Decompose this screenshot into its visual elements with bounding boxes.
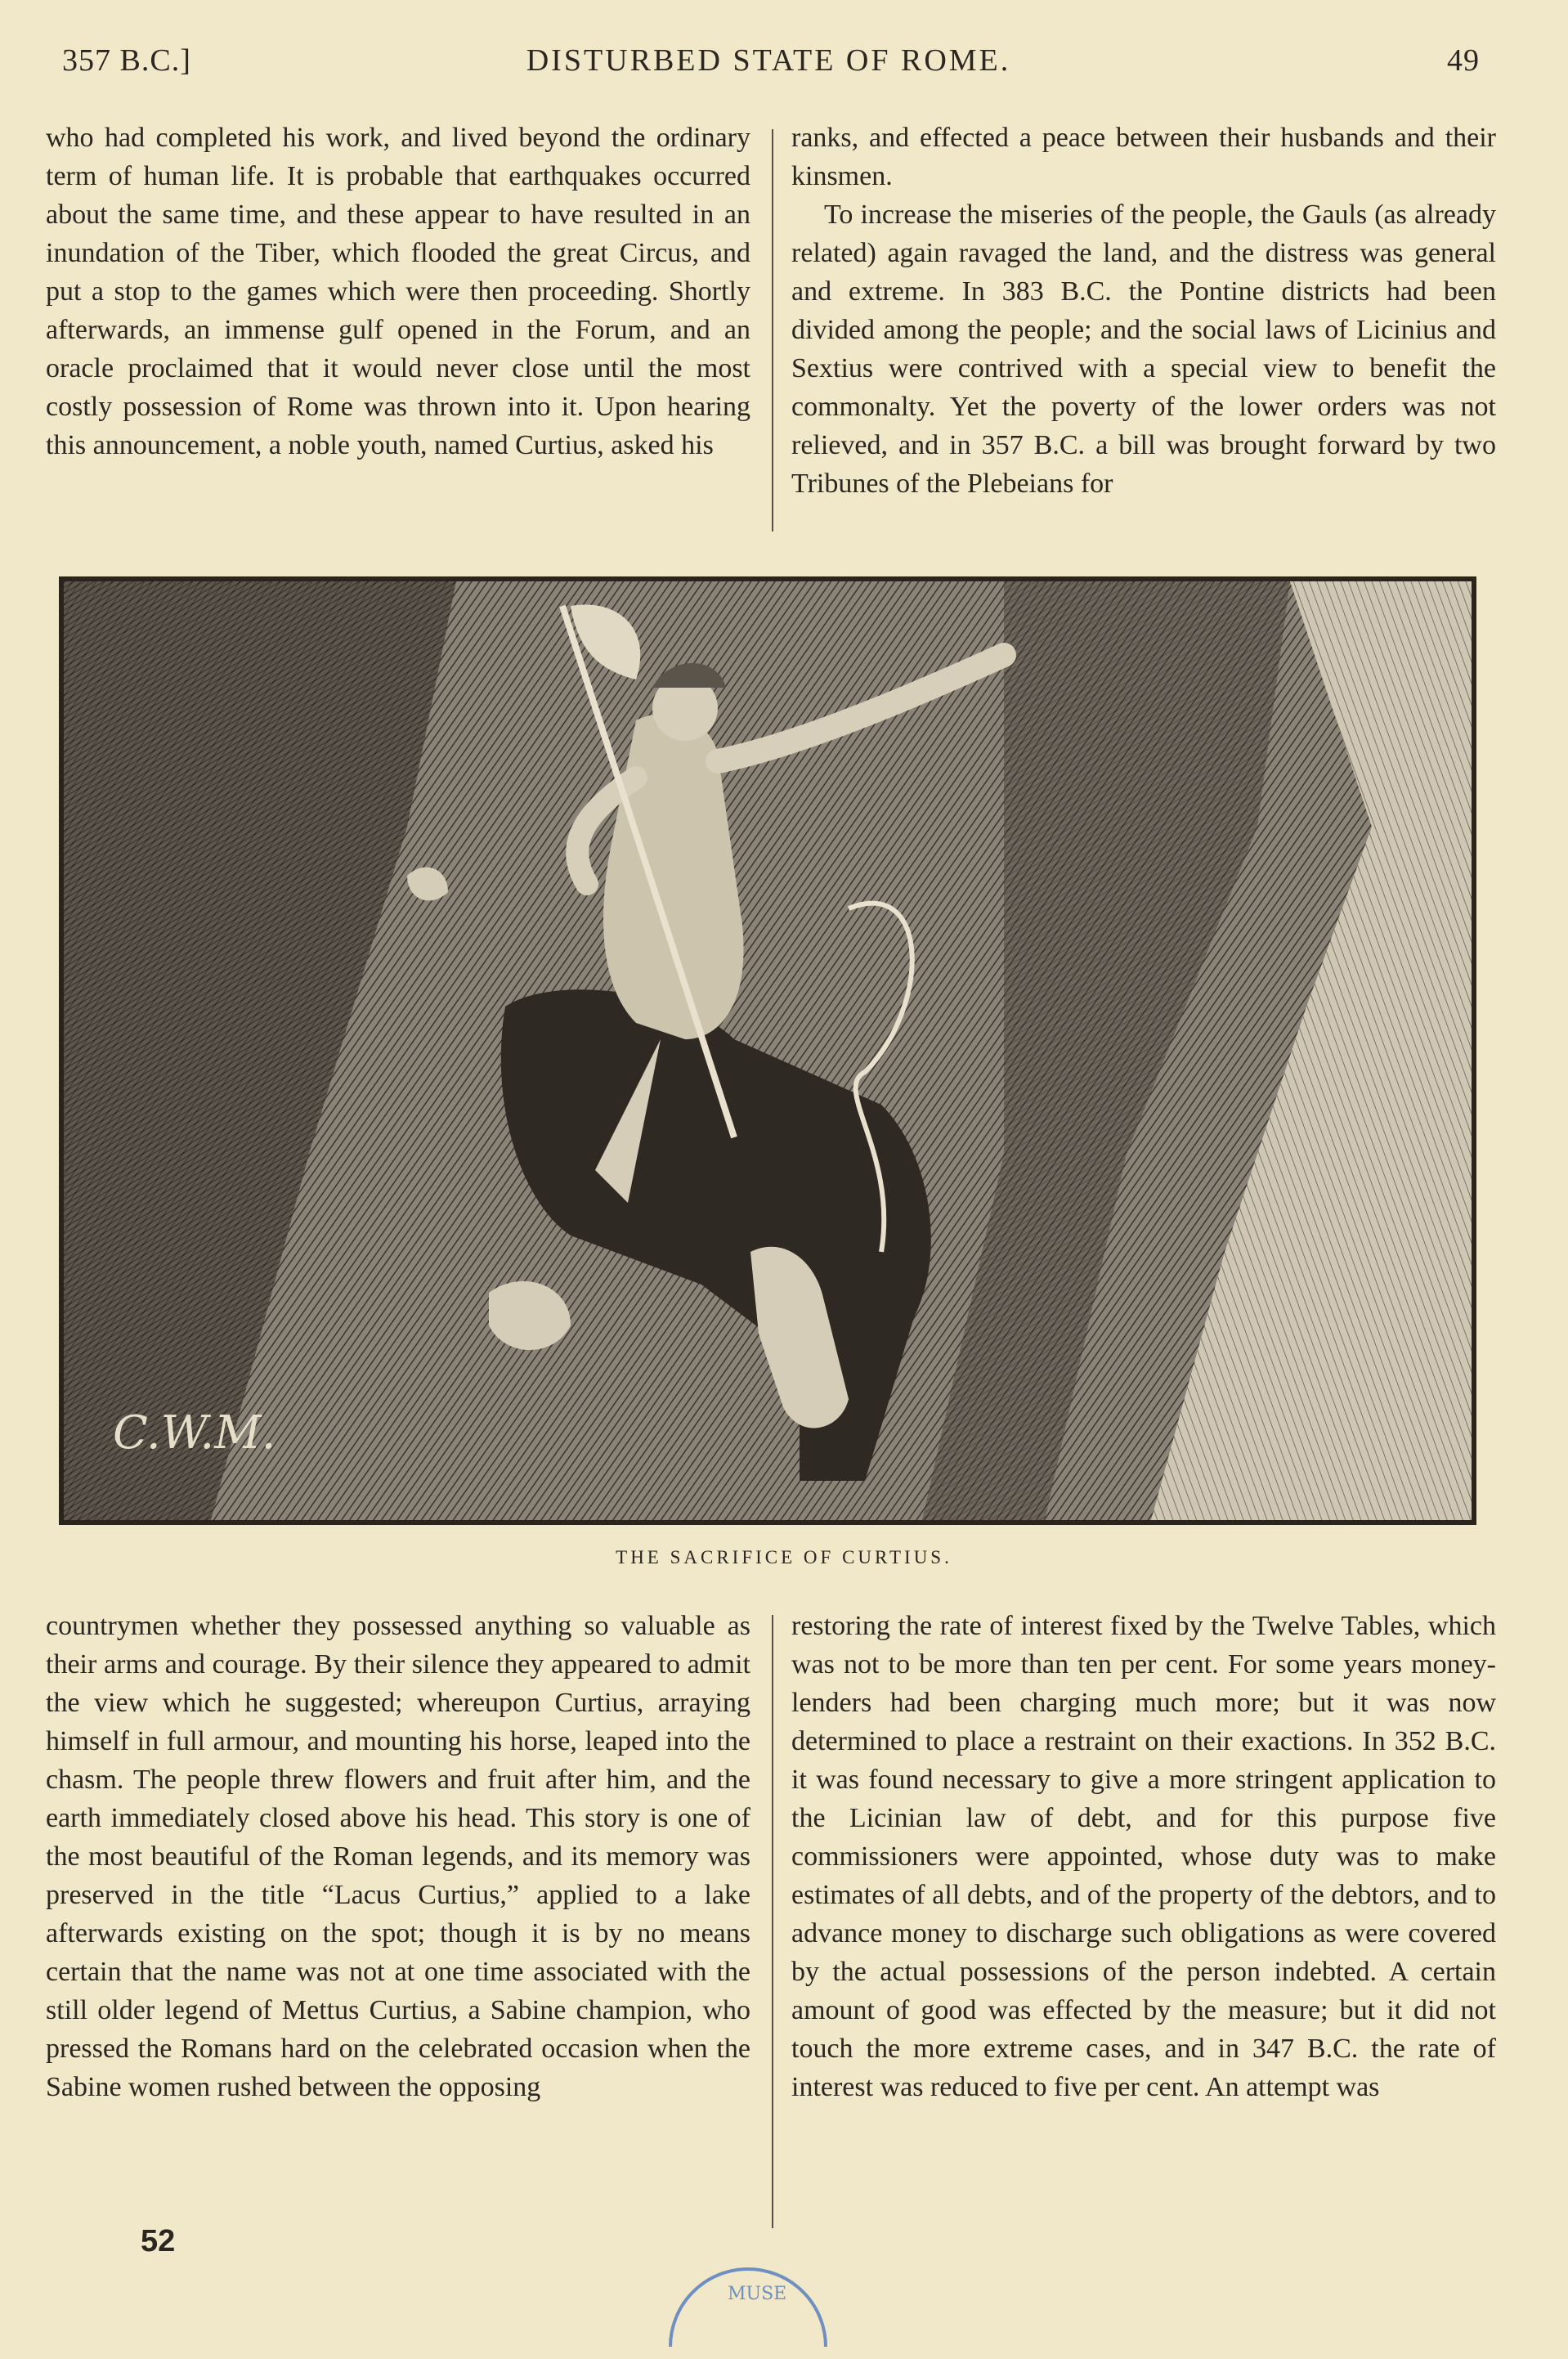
column-divider [772, 1615, 773, 2228]
stamp-text: MUSE [728, 2284, 787, 2304]
engraving-artwork [64, 581, 1472, 1520]
library-stamp-icon [662, 2265, 834, 2355]
paragraph: To increase the miseries of the people, the Gauls (as already related) again ravaged the land, and the distress was general and extreme. In 383 B.C. the Pontine districts had been divided among the people; and the social laws of Licinius and Sextius were contrived with a special view to benefit the commonalty. Yet the poverty of the lower orders was not relieved, and in 357 B.C. a bill was brought forward by two Tribunes of the Plebeians for [791, 200, 1496, 499]
bottom-right-column [791, 1607, 1496, 2106]
running-header [57, 43, 1480, 92]
bottom-left-column [46, 1607, 750, 2106]
page-number: 49 [1447, 43, 1480, 78]
column-divider [772, 129, 773, 531]
illustration-caption: THE SACRIFICE OF CURTIUS. [616, 1547, 952, 1567]
library-stamp [662, 2265, 834, 2355]
paragraph: ranks, and effected a peace between their husbands and their kinsmen. [791, 123, 1496, 191]
paragraph: countrymen whether they possessed anything so valuable as their arms and courage. By their silence they appeared to admit the view which he suggested; whereupon Curtius, arraying himself in full armour, and mounting his horse, leaped into the chasm. The people threw flowers and fruit after him, and the earth immediately closed above his head. This story is one of the most beautiful of the Roman legends, and its memory was preserved in the title “Lacus Curtius,” applied to a lake afterwards existing on the spot; though it is by no means certain that the name was not at one time associated with the still older legend of Mettus Curtius, a Sabine champion, who pressed the Romans hard on the celebrated occasion when the Sabine women rushed between the opposing [46, 1611, 750, 2102]
top-left-column [46, 119, 750, 464]
page-title: DISTURBED STATE OF ROME. [526, 43, 1011, 78]
paragraph: who had completed his work, and lived beyond the ordinary term of human life. It is probable that earthquakes occurred about the same time, and these appear to have resulted in an inundation of the Tiber, which flooded the great Circus, and put a stop to the games which were then proceeding. Shortly afterwards, an immense gulf opened in the Forum, and an oracle proclaimed that it would never close until the most costly possession of Rome was thrown into it. Upon hearing this announcement, a noble youth, named Curtius, asked his [46, 123, 750, 460]
paragraph: restoring the rate of interest fixed by the Twelve Tables, which was not to be more than ten per cent. For some years money-lenders had been charging much more; but it was now determined to place a restraint on their exactions. In 352 B.C. it was found necessary to give a more stringent application to the Licinian law of debt, and for this purpose five commissioners were appointed, whose duty was to make estimates of all debts, and of the property of the debtors, and to advance money to discharge such obligations as were covered by the actual possessions of the person indebted. A certain amount of good was effected by the measure; but it did not touch the more extreme cases, and in 347 B.C. the rate of interest was reduced to five per cent. An attempt was [791, 1611, 1496, 2102]
signature-mark: 52 [141, 2224, 176, 2258]
top-right-column [791, 119, 1496, 503]
artist-signature: C.W.M. [113, 1406, 276, 1460]
header-date: 357 B.C.] [62, 43, 191, 78]
illustration-sacrifice-of-curtius [59, 576, 1476, 1525]
